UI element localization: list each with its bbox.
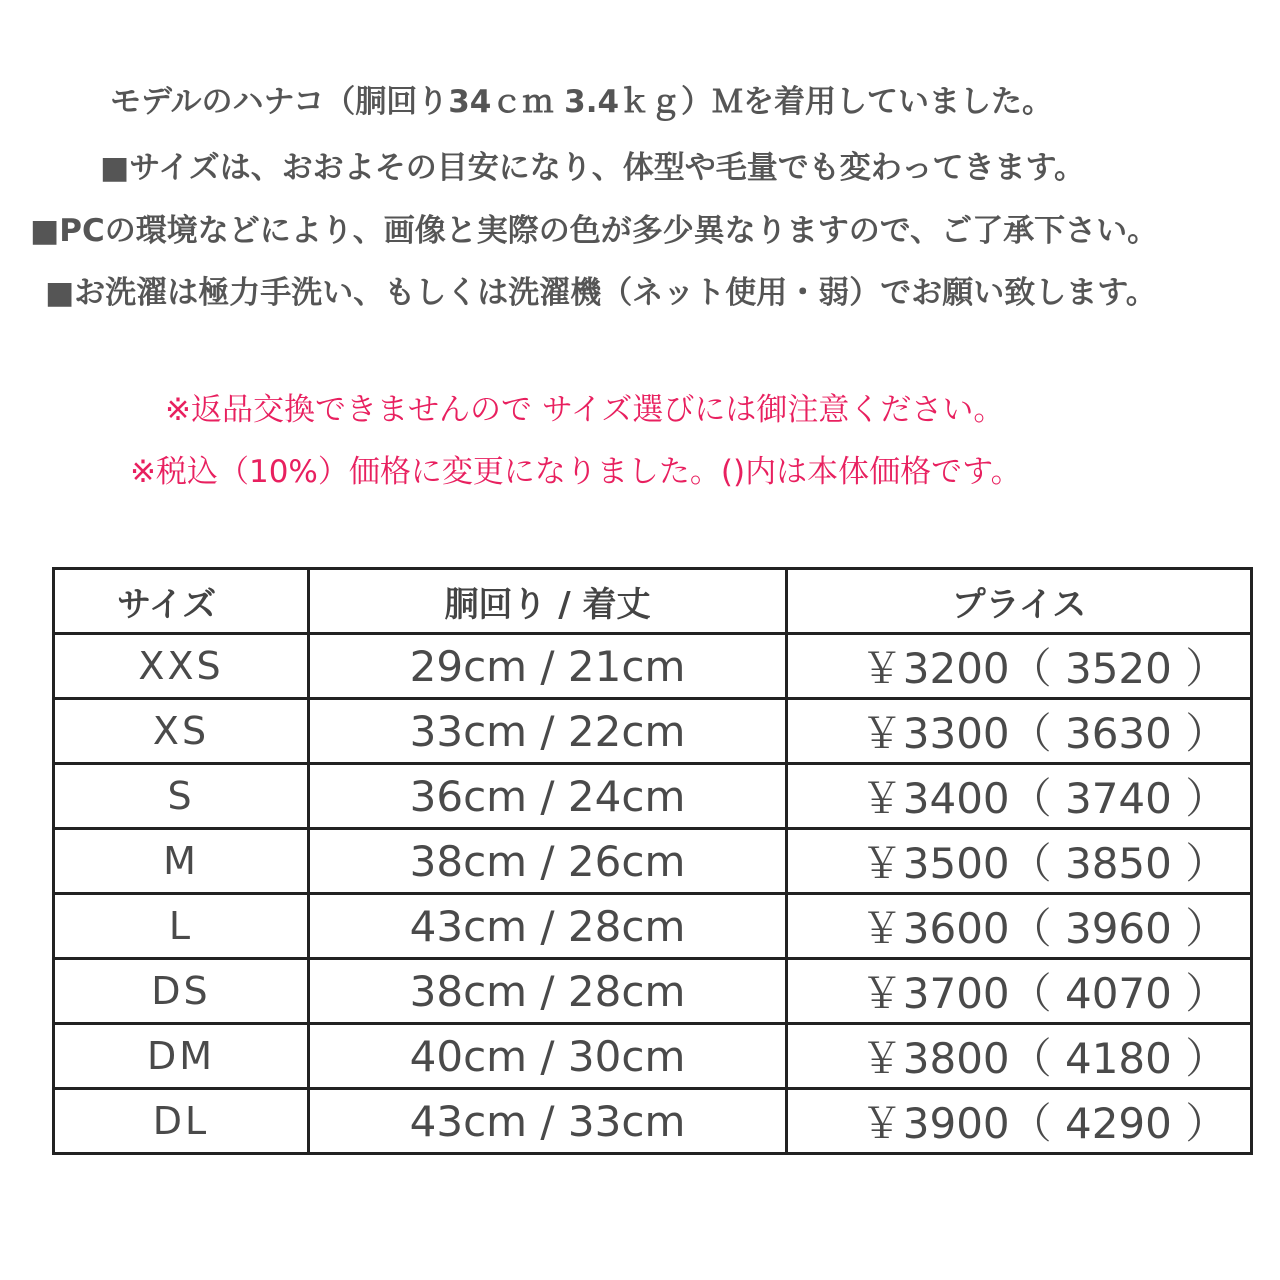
- size-cell: DL: [54, 1089, 309, 1154]
- header-price: プライス: [787, 569, 1252, 634]
- dimensions-cell: 43cm / 33cm: [309, 1089, 787, 1154]
- size-cell: XS: [54, 699, 309, 764]
- table-row: [54, 1024, 1252, 1089]
- size-cell: DM: [54, 1024, 309, 1089]
- table-row: [54, 959, 1252, 1024]
- size-cell: DS: [54, 959, 309, 1024]
- note-washing-instructions: ■お洗濯は極力手洗い、もしくは洗濯機（ネット使用・弱）でお願い致します。: [45, 275, 1157, 311]
- dimensions-cell: 29cm / 21cm: [309, 634, 787, 699]
- table-row: [54, 894, 1252, 959]
- price-cell: ￥3600（ 3960 ）: [787, 894, 1252, 959]
- price-cell: ￥3300（ 3630 ）: [787, 699, 1252, 764]
- table-row: [54, 1089, 1252, 1154]
- price-cell: ￥3400（ 3740 ）: [787, 764, 1252, 829]
- table-row: [54, 764, 1252, 829]
- note-size-guide: ■サイズは、おおよその目安になり、体型や毛量でも変わってきます。: [100, 150, 1086, 186]
- dimensions-cell: 43cm / 28cm: [309, 894, 787, 959]
- size-cell: M: [54, 829, 309, 894]
- table-row: [54, 829, 1252, 894]
- price-cell: ￥3700（ 4070 ）: [787, 959, 1252, 1024]
- price-cell: ￥3800（ 4180 ）: [787, 1024, 1252, 1089]
- size-cell: S: [54, 764, 309, 829]
- size-chart-table: [52, 567, 1253, 1155]
- table-row: [54, 699, 1252, 764]
- dimensions-cell: 40cm / 30cm: [309, 1024, 787, 1089]
- price-cell: ￥3200（ 3520 ）: [787, 634, 1252, 699]
- dimensions-cell: 33cm / 22cm: [309, 699, 787, 764]
- warning-no-returns: ※返品交換できませんので サイズ選びには御注意ください。: [165, 392, 1005, 428]
- dimensions-cell: 36cm / 24cm: [309, 764, 787, 829]
- size-cell: XXS: [54, 634, 309, 699]
- note-model-info: モデルのハナコ（胴回り34ｃｍ 3.4ｋｇ）Ｍを着用していました。: [110, 84, 1054, 120]
- dimensions-cell: 38cm / 26cm: [309, 829, 787, 894]
- warning-tax-included: ※税込（10%）価格に変更になりました。()内は本体価格です。: [130, 454, 1022, 490]
- price-cell: ￥3500（ 3850 ）: [787, 829, 1252, 894]
- table-row: [54, 634, 1252, 699]
- table-header-row: [54, 569, 1252, 634]
- size-cell: L: [54, 894, 309, 959]
- note-color-disclaimer: ■PCの環境などにより、画像と実際の色が多少異なりますので、ご了承下さい。: [30, 213, 1159, 249]
- dimensions-cell: 38cm / 28cm: [309, 959, 787, 1024]
- header-size: サイズ: [54, 569, 309, 634]
- price-cell: ￥3900（ 4290 ）: [787, 1089, 1252, 1154]
- header-dimensions: 胴回り / 着丈: [309, 569, 787, 634]
